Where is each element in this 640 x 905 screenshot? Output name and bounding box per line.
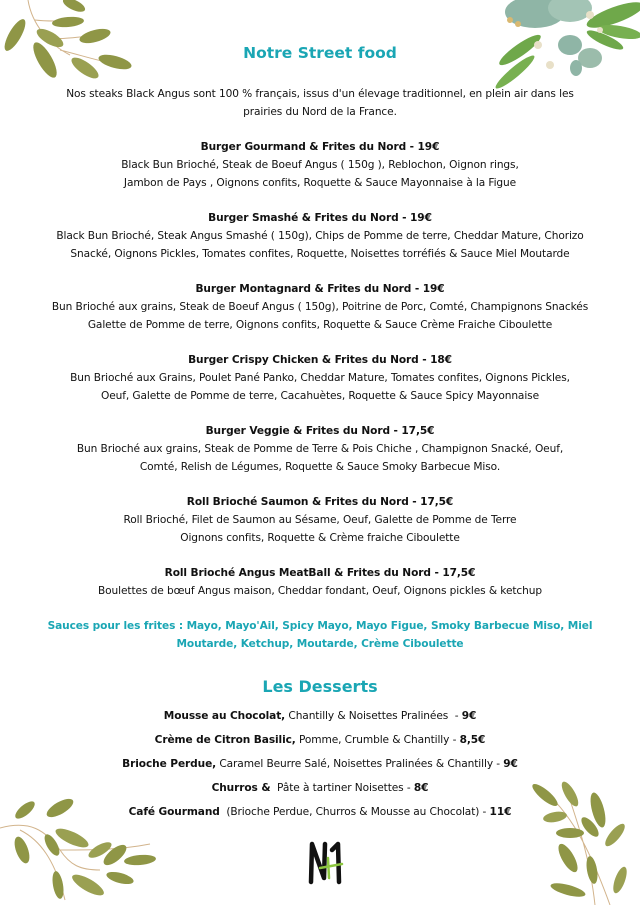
leaf-branch-top-left-icon bbox=[0, 0, 140, 85]
menu-item-description: Oeuf, Galette de Pomme de terre, Cacahuètes, Roquette & Sauce Spicy Mayonnaise bbox=[100, 390, 540, 402]
dessert-description: (Brioche Perdue, Churros & Mousse au Chocolat) - bbox=[219, 806, 490, 818]
dessert-name: Crème de Citron Basilic, bbox=[154, 734, 296, 746]
dessert-item bbox=[0, 803, 640, 821]
dessert-price: 9€ bbox=[503, 758, 518, 770]
dessert-price: 8€ bbox=[413, 782, 429, 794]
intro-line-1: Nos steaks Black Angus sont 100 % français, issus d'un élevage traditionnel, en plein air dans les bbox=[66, 88, 574, 100]
dessert-item bbox=[0, 755, 640, 773]
menu-item-name: Burger Crispy Chicken & Frites du Nord - 18€ bbox=[188, 354, 452, 366]
dessert-description: Pâte à tartiner Noisettes - bbox=[270, 782, 414, 794]
menu-item-description: Bun Brioché aux grains, Steak de Pomme de Terre & Pois Chiche , Champignon Snacké, Oeuf, bbox=[76, 443, 564, 455]
menu-item-name: Burger Gourmand & Frites du Nord - 19€ bbox=[200, 141, 440, 153]
dessert-description: Caramel Beurre Salé, Noisettes Pralinées & Chantilly - bbox=[216, 758, 504, 770]
menu-item-description: Bun Brioché aux Grains, Poulet Pané Panko, Cheddar Mature, Tomates confites, Oignons Pickles, bbox=[70, 372, 570, 384]
n-plus-1-logo-icon bbox=[306, 838, 346, 888]
dessert-item bbox=[0, 707, 640, 725]
menu-item-description: Roll Brioché, Filet de Saumon au Sésame, Oeuf, Galette de Pomme de Terre bbox=[123, 514, 517, 526]
dessert-name: Brioche Perdue, bbox=[122, 758, 217, 770]
dessert-name: Café Gourmand bbox=[128, 806, 220, 818]
street-food-title: Notre Street food bbox=[243, 44, 397, 62]
desserts-title: Les Desserts bbox=[262, 677, 378, 696]
dessert-price: 9€ bbox=[461, 710, 477, 722]
dessert-description: Chantilly & Noisettes Pralinées - bbox=[285, 710, 462, 722]
menu-item-description: Galette de Pomme de terre, Oignons confits, Roquette & Sauce Crème Fraiche Ciboulette bbox=[87, 319, 553, 331]
dessert-item bbox=[0, 731, 640, 749]
menu-item-name: Burger Smashé & Frites du Nord - 19€ bbox=[208, 212, 432, 224]
dessert-price: 8,5€ bbox=[459, 734, 486, 746]
menu-item-name: Roll Brioché Saumon & Frites du Nord - 17,5€ bbox=[186, 496, 454, 508]
menu-item-name: Burger Veggie & Frites du Nord - 17,5€ bbox=[205, 425, 435, 437]
dessert-description: Pomme, Crumble & Chantilly - bbox=[295, 734, 460, 746]
menu-item-name: Burger Montagnard & Frites du Nord - 19€ bbox=[195, 283, 445, 295]
sauces-line-2: Moutarde, Ketchup, Moutarde, Crème Ciboulette bbox=[176, 638, 464, 650]
menu-item-description: Bun Brioché aux grains, Steak de Boeuf Angus ( 150g), Poitrine de Porc, Comté, Champignons Snackés bbox=[51, 301, 589, 313]
menu-item-description: Jambon de Pays , Oignons confits, Roquette & Sauce Mayonnaise à la Figue bbox=[123, 177, 517, 189]
menu-item-description: Snacké, Oignons Pickles, Tomates confites, Roquette, Noisettes torréfiés & Sauce Miel Moutarde bbox=[70, 248, 570, 260]
dessert-name: Churros & bbox=[211, 782, 271, 794]
intro-line-2: prairies du Nord de la France. bbox=[243, 106, 397, 118]
menu-item-description: Black Bun Brioché, Steak de Boeuf Angus ( 150g ), Reblochon, Oignon rings, bbox=[121, 159, 519, 171]
dessert-price: 11€ bbox=[489, 806, 512, 818]
menu-item-description: Comté, Relish de Légumes, Roquette & Sauce Smoky Barbecue Miso. bbox=[139, 461, 501, 473]
menu-item-description: Black Bun Brioché, Steak Angus Smashé ( 150g), Chips de Pomme de terre, Cheddar Mature, Chorizo bbox=[56, 230, 584, 242]
dessert-item bbox=[0, 779, 640, 797]
menu-item-description: Oignons confits, Roquette & Crème fraiche Ciboulette bbox=[180, 532, 460, 544]
sauces-line-1: Sauces pour les frites : Mayo, Mayo'Ail, Spicy Mayo, Mayo Figue, Smoky Barbecue Miso, Miel bbox=[47, 620, 593, 632]
dessert-name: Mousse au Chocolat, bbox=[163, 710, 286, 722]
menu-item-description: Boulettes de bœuf Angus maison, Cheddar fondant, Oeuf, Oignons pickles & ketchup bbox=[98, 585, 542, 597]
menu-item-name: Roll Brioché Angus MeatBall & Frites du Nord - 17,5€ bbox=[164, 567, 476, 579]
